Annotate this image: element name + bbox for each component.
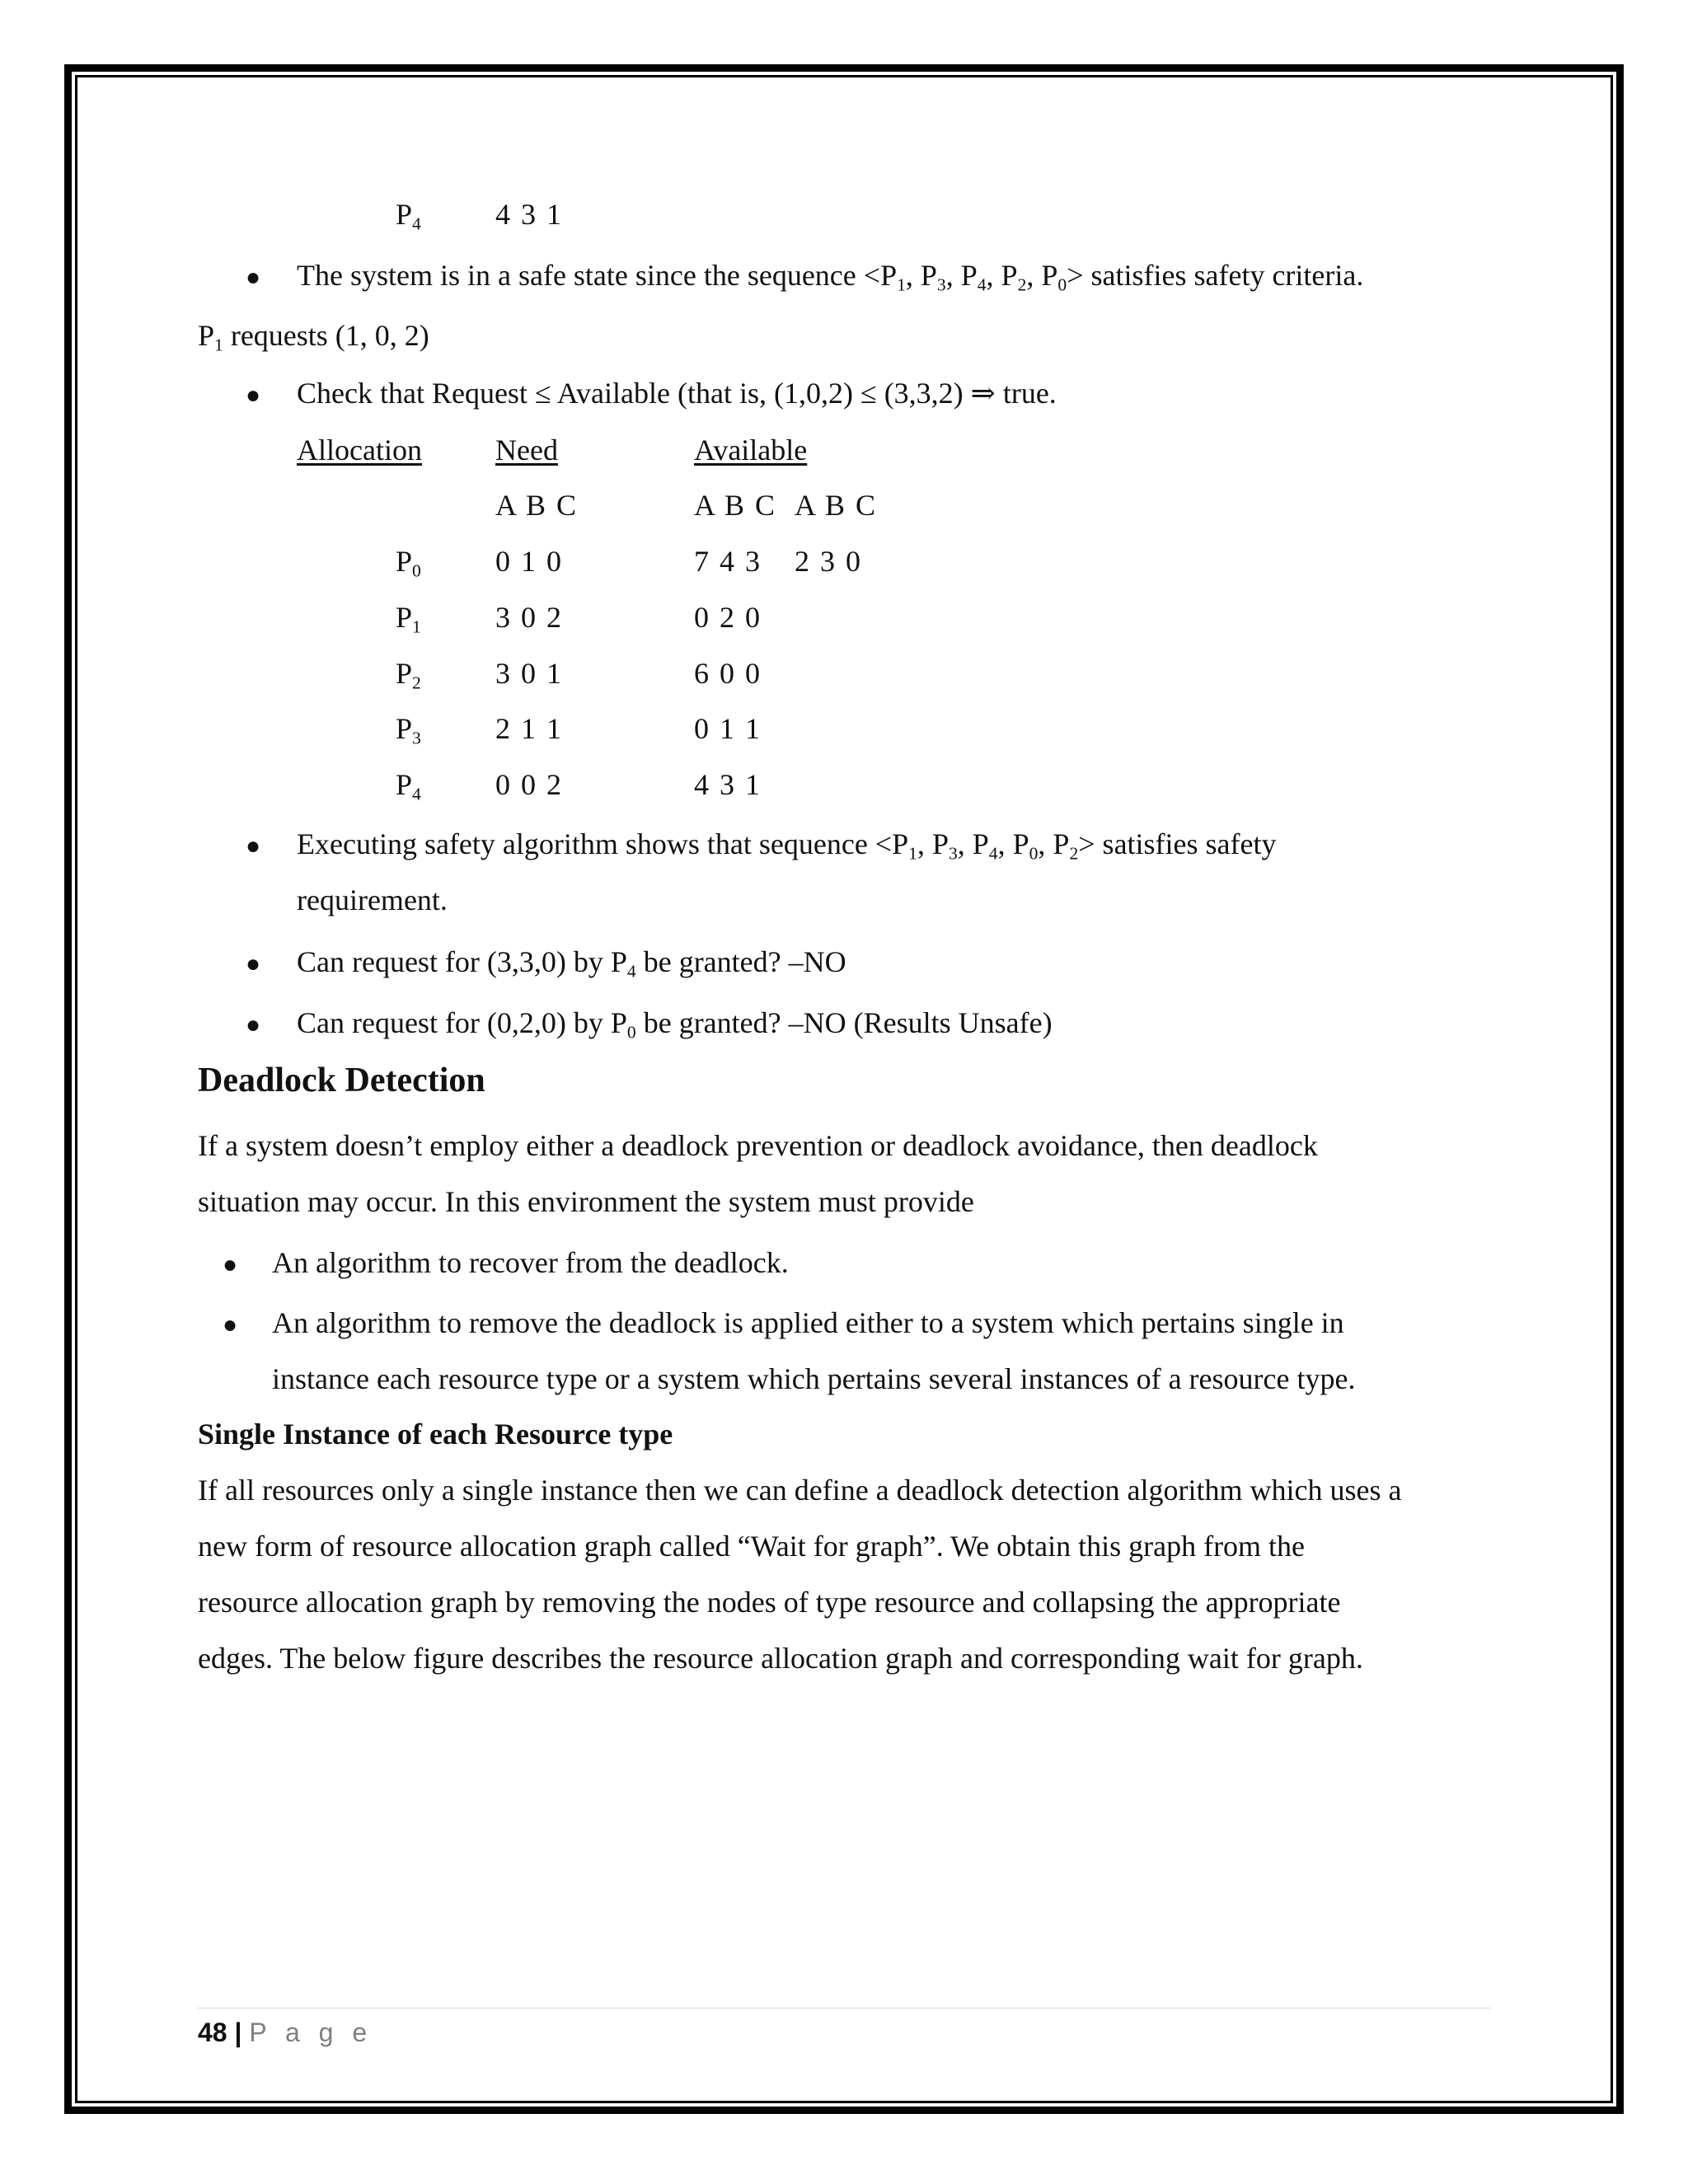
row-label: $P_1$ xyxy=(396,601,421,637)
page-number: 48 xyxy=(198,2018,227,2047)
request-line: $P_1$ requests (1, 0, 2) xyxy=(198,319,429,355)
list-item: An algorithm to recover from the deadlock. xyxy=(272,1246,789,1279)
paragraph-line: edges. The below figure describes the resource allocation graph and corresponding wait for graph. xyxy=(198,1642,1363,1675)
row-label: $P_3$ xyxy=(396,712,421,748)
header-allocation: Allocation xyxy=(297,434,422,466)
section-title: Deadlock Detection xyxy=(198,1062,485,1099)
bullet-question-1: Can request for (3,3,0) by $P_4$ be granted? –NO xyxy=(297,945,846,982)
row-available: 0 1 1 xyxy=(694,712,762,745)
bullet-executing: Executing safety algorithm shows that sequence $<P_1$, $P_3$, $P_4$, $P_0$, $P_2>$ satisfies safety xyxy=(297,827,1277,864)
header-need: Need xyxy=(495,434,558,466)
row-available: 6 0 0 xyxy=(694,657,762,690)
subheader-available: A B C xyxy=(694,489,777,522)
paragraph-line: If a system doesn’t employ either a deadlock prevention or deadlock avoidance, then deadlock xyxy=(198,1129,1318,1162)
row-label: $P_4$ xyxy=(396,768,421,804)
bullet-icon: ● xyxy=(246,382,261,409)
bullet-icon: ● xyxy=(246,1011,261,1038)
row-label: $P_2$ xyxy=(396,657,421,693)
paragraph-line: resource allocation graph by removing the nodes of type resource and collapsing the appropriate xyxy=(198,1586,1341,1619)
row-available: 7 4 3 xyxy=(694,545,762,578)
row-available: 0 2 0 xyxy=(694,601,762,634)
subsection-title: Single Instance of each Resource type xyxy=(198,1418,673,1451)
bullet-executing-continued: requirement. xyxy=(297,883,448,916)
paragraph-line: new form of resource allocation graph called “Wait for graph”. We obtain this graph from the xyxy=(198,1530,1306,1563)
row-need: 3 0 2 xyxy=(495,601,563,634)
row-available: 4 3 1 xyxy=(694,768,762,801)
row-extra: 2 3 0 xyxy=(795,545,862,578)
header-available: Available xyxy=(694,434,808,466)
top-row-label: $P_4$ xyxy=(396,198,421,234)
row-need: 2 1 1 xyxy=(495,712,563,745)
page-label: P a g e xyxy=(249,2018,373,2047)
bullet-check: Check that Request ≤ Available (that is, (1,0,2) ≤ (3,3,2) ⇒ true. xyxy=(297,377,1057,410)
bullet-safe-state: The system is in a safe state since the sequence $<P_1$, $P_3$, $P_4$, $P_2$, $P_0>$ satisfies safety criteria. xyxy=(297,259,1364,295)
bullet-icon: ● xyxy=(246,950,261,977)
row-need: 0 1 0 xyxy=(495,545,563,578)
top-row-values: 4 3 1 xyxy=(495,198,563,231)
bullet-icon: ● xyxy=(246,264,261,291)
paragraph-line: situation may occur. In this environment the system must provide xyxy=(198,1185,974,1218)
row-label: $P_0$ xyxy=(396,545,421,581)
subheader-need: A B C xyxy=(495,489,579,522)
list-item: An algorithm to remove the deadlock is applied either to a system which pertains single in xyxy=(272,1306,1344,1339)
bullet-icon: ● xyxy=(246,832,261,860)
bullet-icon: ● xyxy=(223,1311,238,1338)
paragraph-line: If all resources only a single instance then we can define a deadlock detection algorithm which uses a xyxy=(198,1474,1402,1507)
bullet-question-2: Can request for (0,2,0) by $P_0$ be granted? –NO (Results Unsafe) xyxy=(297,1006,1053,1043)
row-need: 0 0 2 xyxy=(495,768,563,801)
bullet-icon: ● xyxy=(223,1251,238,1278)
list-item-continued: instance each resource type or a system which pertains several instances of a resource type. xyxy=(272,1362,1356,1395)
page-footer xyxy=(198,2016,373,2049)
subheader-extra: A B C xyxy=(795,489,878,522)
footer-separator: | xyxy=(234,2018,242,2047)
row-need: 3 0 1 xyxy=(495,657,563,690)
